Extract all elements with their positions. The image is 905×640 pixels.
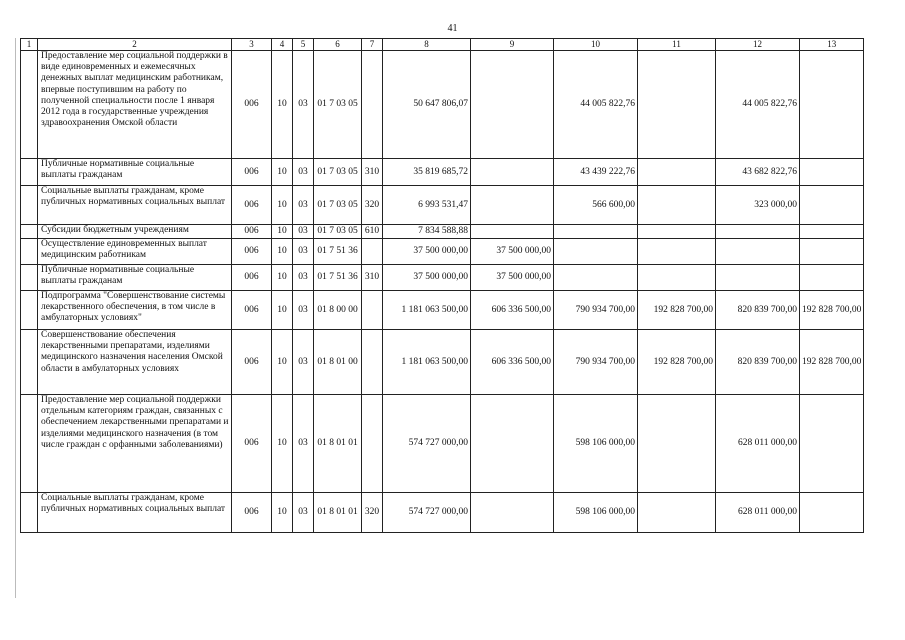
column-number-cell: 8: [383, 39, 471, 51]
row-index-cell: [21, 265, 38, 291]
ministry-code-cell: 006: [232, 265, 272, 291]
amount-col-10-cell: [554, 225, 638, 239]
amount-col-9-cell: 606 336 500,00: [471, 330, 554, 395]
amount-col-11-cell: [638, 186, 716, 225]
target-article-code-cell: 01 8 01 01: [314, 395, 362, 493]
amount-col-13-cell: 192 828 700,00: [800, 291, 864, 330]
column-number-cell: 3: [232, 39, 272, 51]
section-code-cell: 10: [272, 291, 293, 330]
expense-type-code-cell: [362, 330, 383, 395]
amount-col-11-cell: [638, 225, 716, 239]
column-number-cell: 1: [21, 39, 38, 51]
item-name-cell: Субсидии бюджетным учреждениям: [38, 225, 232, 239]
column-number-header: [21, 39, 864, 51]
table-row: [21, 51, 864, 159]
expense-type-code-cell: 320: [362, 186, 383, 225]
row-index-cell: [21, 330, 38, 395]
row-index-cell: [21, 493, 38, 533]
ministry-code-cell: 006: [232, 186, 272, 225]
column-number-cell: 5: [293, 39, 314, 51]
column-number-cell: 11: [638, 39, 716, 51]
amount-col-13-cell: [800, 395, 864, 493]
subsection-code-cell: 03: [293, 51, 314, 159]
table-row: [21, 186, 864, 225]
amount-col-8-cell: 6 993 531,47: [383, 186, 471, 225]
table-row: [21, 395, 864, 493]
amount-col-9-cell: [471, 186, 554, 225]
amount-col-10-cell: [554, 265, 638, 291]
amount-col-8-cell: 1 181 063 500,00: [383, 330, 471, 395]
amount-col-10-cell: [554, 239, 638, 265]
column-number-cell: 7: [362, 39, 383, 51]
target-article-code-cell: 01 7 03 05: [314, 51, 362, 159]
item-name-cell: Осуществление единовременных выплат медицинским работникам: [38, 239, 232, 265]
amount-col-8-cell: 37 500 000,00: [383, 265, 471, 291]
amount-col-12-cell: 43 682 822,76: [716, 159, 800, 186]
amount-col-12-cell: 820 839 700,00: [716, 291, 800, 330]
amount-col-13-cell: [800, 159, 864, 186]
amount-col-9-cell: [471, 225, 554, 239]
amount-col-11-cell: [638, 159, 716, 186]
row-index-cell: [21, 239, 38, 265]
table-row: [21, 493, 864, 533]
amount-col-9-cell: [471, 493, 554, 533]
target-article-code-cell: 01 7 51 36: [314, 265, 362, 291]
ministry-code-cell: 006: [232, 51, 272, 159]
row-index-cell: [21, 159, 38, 186]
subsection-code-cell: 03: [293, 395, 314, 493]
amount-col-9-cell: 606 336 500,00: [471, 291, 554, 330]
amount-col-8-cell: 35 819 685,72: [383, 159, 471, 186]
section-code-cell: 10: [272, 239, 293, 265]
table-row: [21, 330, 864, 395]
section-code-cell: 10: [272, 159, 293, 186]
subsection-code-cell: 03: [293, 265, 314, 291]
section-code-cell: 10: [272, 51, 293, 159]
section-code-cell: 10: [272, 186, 293, 225]
table-row: [21, 239, 864, 265]
table-row: [21, 291, 864, 330]
ministry-code-cell: 006: [232, 239, 272, 265]
row-index-cell: [21, 291, 38, 330]
item-name-cell: Публичные нормативные социальные выплаты гражданам: [38, 265, 232, 291]
expense-type-code-cell: 320: [362, 493, 383, 533]
item-name-cell: Предоставление мер социальной поддержки отдельным категориям граждан, связанных с обеспечением лекарственными препаратами и изделиями медицинского назначения (в том числе граждан с орфанными заболеваниями): [38, 395, 232, 493]
amount-col-9-cell: 37 500 000,00: [471, 239, 554, 265]
amount-col-10-cell: 44 005 822,76: [554, 51, 638, 159]
item-name-cell: Социальные выплаты гражданам, кроме публичных нормативных социальных выплат: [38, 186, 232, 225]
column-number-cell: 6: [314, 39, 362, 51]
amount-col-12-cell: 820 839 700,00: [716, 330, 800, 395]
page-number: 41: [447, 23, 458, 34]
amount-col-8-cell: 1 181 063 500,00: [383, 291, 471, 330]
amount-col-11-cell: [638, 493, 716, 533]
expense-type-code-cell: [362, 291, 383, 330]
expense-type-code-cell: [362, 395, 383, 493]
section-code-cell: 10: [272, 330, 293, 395]
ministry-code-cell: 006: [232, 330, 272, 395]
ministry-code-cell: 006: [232, 291, 272, 330]
ministry-code-cell: 006: [232, 225, 272, 239]
column-number-cell: 4: [272, 39, 293, 51]
amount-col-11-cell: [638, 51, 716, 159]
column-number-cell: 2: [38, 39, 232, 51]
amount-col-9-cell: 37 500 000,00: [471, 265, 554, 291]
budget-table: [20, 38, 864, 533]
amount-col-13-cell: [800, 225, 864, 239]
amount-col-12-cell: [716, 225, 800, 239]
amount-col-12-cell: 628 011 000,00: [716, 493, 800, 533]
amount-col-10-cell: 598 106 000,00: [554, 395, 638, 493]
target-article-code-cell: 01 8 01 00: [314, 330, 362, 395]
target-article-code-cell: 01 7 03 05: [314, 159, 362, 186]
ministry-code-cell: 006: [232, 395, 272, 493]
row-index-cell: [21, 395, 38, 493]
target-article-code-cell: 01 8 01 01: [314, 493, 362, 533]
item-name-cell: Совершенствование обеспечения лекарственными препаратами, изделиями медицинского назначения населения Омской области в амбулаторных условиях: [38, 330, 232, 395]
column-number-cell: 12: [716, 39, 800, 51]
subsection-code-cell: 03: [293, 330, 314, 395]
expense-type-code-cell: 310: [362, 265, 383, 291]
expense-type-code-cell: [362, 239, 383, 265]
subsection-code-cell: 03: [293, 291, 314, 330]
ministry-code-cell: 006: [232, 159, 272, 186]
subsection-code-cell: 03: [293, 159, 314, 186]
amount-col-13-cell: [800, 51, 864, 159]
amount-col-8-cell: 7 834 588,88: [383, 225, 471, 239]
amount-col-10-cell: 598 106 000,00: [554, 493, 638, 533]
amount-col-12-cell: [716, 265, 800, 291]
column-number-cell: 9: [471, 39, 554, 51]
amount-col-11-cell: [638, 265, 716, 291]
amount-col-10-cell: 43 439 222,76: [554, 159, 638, 186]
item-name-cell: Предоставление мер социальной поддержки в виде единовременных и ежемесячных денежных выплат медицинским работникам, впервые поступившим на работу по полученной специальности после 1 января 2012 года в государственные учреждения здравоохранения Омской области: [38, 51, 232, 159]
expense-type-code-cell: 610: [362, 225, 383, 239]
row-index-cell: [21, 225, 38, 239]
amount-col-11-cell: 192 828 700,00: [638, 330, 716, 395]
target-article-code-cell: 01 7 51 36: [314, 239, 362, 265]
section-code-cell: 10: [272, 493, 293, 533]
amount-col-10-cell: 790 934 700,00: [554, 291, 638, 330]
amount-col-12-cell: 628 011 000,00: [716, 395, 800, 493]
expense-type-code-cell: [362, 51, 383, 159]
target-article-code-cell: 01 8 00 00: [314, 291, 362, 330]
amount-col-10-cell: 566 600,00: [554, 186, 638, 225]
item-name-cell: Подпрограмма "Совершенствование системы лекарственного обеспечения, в том числе в амбулаторных условиях": [38, 291, 232, 330]
amount-col-8-cell: 37 500 000,00: [383, 239, 471, 265]
amount-col-9-cell: [471, 51, 554, 159]
row-index-cell: [21, 51, 38, 159]
amount-col-11-cell: [638, 395, 716, 493]
item-name-cell: Социальные выплаты гражданам, кроме публичных нормативных социальных выплат: [38, 493, 232, 533]
section-code-cell: 10: [272, 265, 293, 291]
column-number-cell: 13: [800, 39, 864, 51]
section-code-cell: 10: [272, 225, 293, 239]
amount-col-9-cell: [471, 159, 554, 186]
amount-col-13-cell: [800, 265, 864, 291]
amount-col-10-cell: 790 934 700,00: [554, 330, 638, 395]
item-name-cell: Публичные нормативные социальные выплаты гражданам: [38, 159, 232, 186]
table-body: [21, 39, 864, 533]
amount-col-12-cell: 44 005 822,76: [716, 51, 800, 159]
amount-col-8-cell: 50 647 806,07: [383, 51, 471, 159]
amount-col-11-cell: 192 828 700,00: [638, 291, 716, 330]
page-edge-line: [15, 38, 16, 598]
amount-col-11-cell: [638, 239, 716, 265]
amount-col-12-cell: [716, 239, 800, 265]
amount-col-13-cell: 192 828 700,00: [800, 330, 864, 395]
ministry-code-cell: 006: [232, 493, 272, 533]
amount-col-13-cell: [800, 239, 864, 265]
column-number-cell: 10: [554, 39, 638, 51]
amount-col-9-cell: [471, 395, 554, 493]
subsection-code-cell: 03: [293, 493, 314, 533]
table-row: [21, 159, 864, 186]
amount-col-8-cell: 574 727 000,00: [383, 493, 471, 533]
target-article-code-cell: 01 7 03 05: [314, 225, 362, 239]
amount-col-12-cell: 323 000,00: [716, 186, 800, 225]
subsection-code-cell: 03: [293, 225, 314, 239]
subsection-code-cell: 03: [293, 239, 314, 265]
amount-col-13-cell: [800, 186, 864, 225]
subsection-code-cell: 03: [293, 186, 314, 225]
amount-col-13-cell: [800, 493, 864, 533]
target-article-code-cell: 01 7 03 05: [314, 186, 362, 225]
table-row: [21, 225, 864, 239]
section-code-cell: 10: [272, 395, 293, 493]
row-index-cell: [21, 186, 38, 225]
table-row: [21, 265, 864, 291]
expense-type-code-cell: 310: [362, 159, 383, 186]
amount-col-8-cell: 574 727 000,00: [383, 395, 471, 493]
